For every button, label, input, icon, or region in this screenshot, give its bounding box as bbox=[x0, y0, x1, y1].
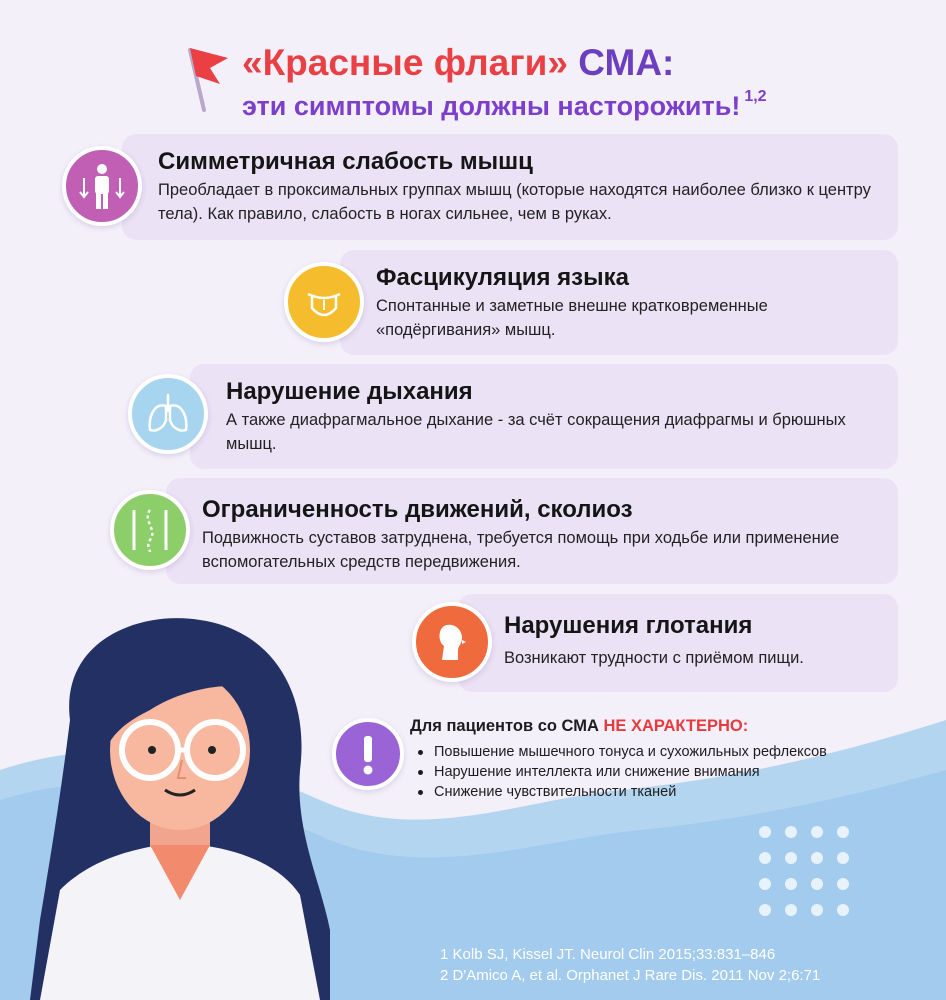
list-item-text: Нарушение интеллекта или снижение внимания bbox=[434, 764, 760, 780]
references bbox=[440, 944, 820, 986]
subtitle-text: эти симптомы должны насторожить! bbox=[242, 91, 741, 121]
scoliosis-icon bbox=[110, 490, 190, 570]
bullet-icon bbox=[418, 790, 423, 795]
swallowing-icon bbox=[412, 602, 492, 682]
red-flag-icon bbox=[180, 40, 240, 112]
symptom-description: Подвижность суставов затруднена, требуется помощь при ходьбе или применение вспомогательных средств передвижения. bbox=[202, 529, 840, 571]
symptom-title: Симметричная слабость мышц bbox=[158, 148, 533, 175]
subtitle-superscript: 1,2 bbox=[744, 88, 767, 105]
symptom-title: Нарушения глотания bbox=[504, 612, 753, 639]
list-item bbox=[416, 762, 827, 782]
symptom-card-breathing bbox=[190, 364, 898, 469]
bullet-icon bbox=[418, 750, 423, 755]
symptom-description: Спонтанные и заметные внешне кратковременные «подёргивания» мышц. bbox=[376, 297, 768, 339]
reference-item: 2 D'Amico A, et al. Orphanet J Rare Dis. 2011 Nov 2;6:71 bbox=[440, 967, 821, 984]
symptom-title: Нарушение дыхания bbox=[226, 378, 473, 405]
list-item-text: Снижение чувствительности тканей bbox=[434, 784, 677, 800]
lungs-icon bbox=[128, 374, 208, 454]
list-item bbox=[416, 782, 827, 802]
symptom-card-swallowing bbox=[458, 594, 898, 692]
page-subtitle bbox=[242, 88, 767, 122]
not-characteristic-title bbox=[410, 717, 748, 736]
decorative-dots bbox=[755, 822, 865, 932]
symptom-description: А также диафрагмальное дыхание - за счёт сокращения диафрагмы и брюшных мышц. bbox=[226, 411, 846, 453]
list-item bbox=[416, 742, 827, 762]
title-purple-part: СМА: bbox=[578, 42, 675, 83]
page-header bbox=[180, 38, 880, 121]
symptom-title: Фасцикуляция языка bbox=[376, 264, 629, 291]
muscle-weakness-icon bbox=[62, 146, 142, 226]
not-characteristic-list bbox=[416, 742, 827, 802]
title-red-part: «Красные флаги» bbox=[242, 42, 568, 83]
doctor-illustration bbox=[0, 600, 380, 1000]
list-item-text: Повышение мышечного тонуса и сухожильных рефлексов bbox=[434, 744, 827, 760]
symptom-description: Преобладает в проксимальных группах мышц (которые находятся наиболее близко к центру тела). Как правило, слабость в ногах сильнее, чем в руках. bbox=[158, 181, 871, 223]
bullet-icon bbox=[418, 770, 423, 775]
tongue-icon bbox=[284, 262, 364, 342]
symptom-card-tongue bbox=[340, 250, 898, 355]
symptom-description: Возникают трудности с приёмом пищи. bbox=[504, 649, 804, 667]
symptom-card-muscle-weakness bbox=[122, 134, 898, 240]
page-title bbox=[242, 42, 674, 84]
reference-item: 1 Kolb SJ, Kissel JT. Neurol Clin 2015;33:831–846 bbox=[440, 946, 776, 963]
not-characteristic-highlight: НЕ ХАРАКТЕРНО: bbox=[603, 717, 749, 735]
symptom-title: Ограниченность движений, сколиоз bbox=[202, 496, 633, 523]
symptom-card-scoliosis bbox=[166, 478, 898, 584]
not-characteristic-prefix: Для пациентов со СМА bbox=[410, 717, 599, 735]
